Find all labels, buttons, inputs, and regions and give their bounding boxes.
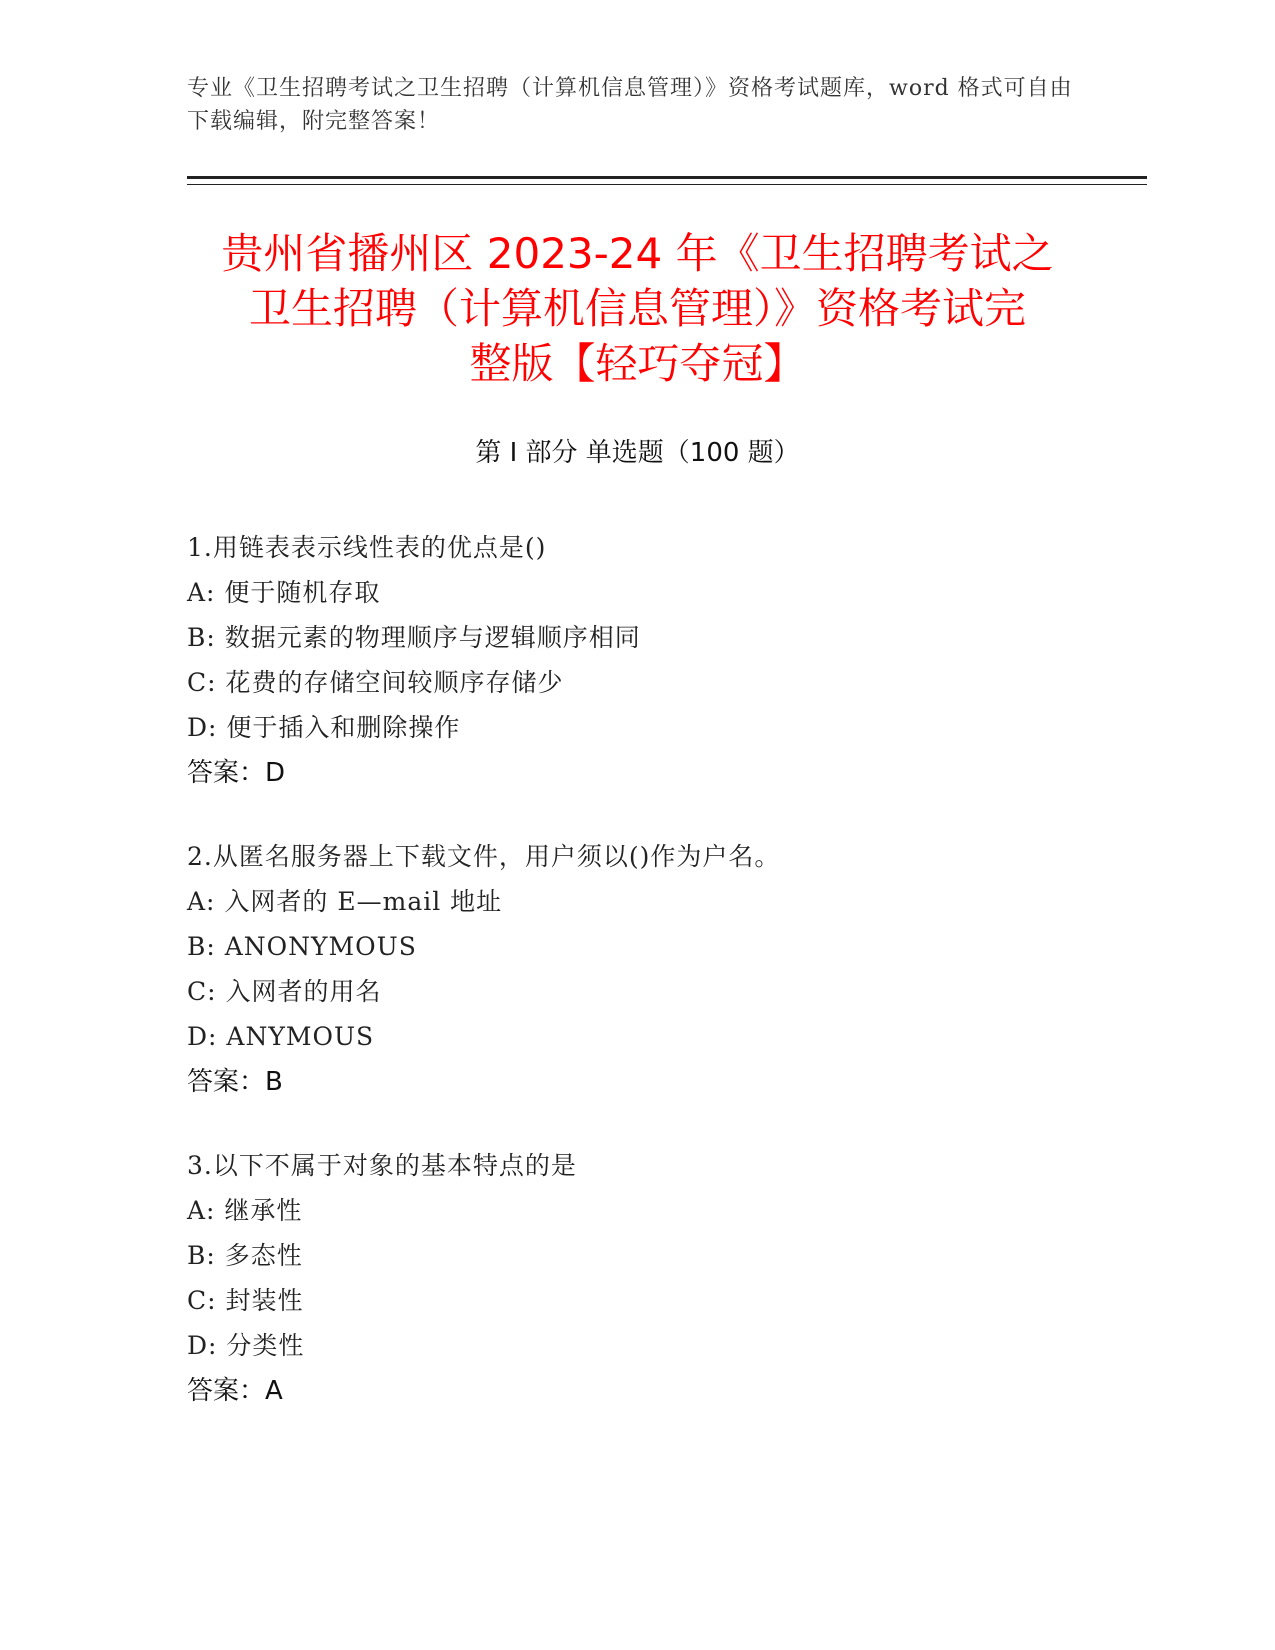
header-divider-thin [187, 184, 1147, 185]
option-c: C: 封装性 [187, 1286, 304, 1315]
question-1 [187, 525, 1087, 796]
option-a: A: 便于随机存取 [187, 578, 381, 607]
answer: 答案：D [187, 758, 286, 788]
option-d: D: 分类性 [187, 1331, 305, 1360]
option-b: B: 数据元素的物理顺序与逻辑顺序相同 [187, 623, 641, 652]
header-note: 专业《卫生招聘考试之卫生招聘（计算机信息管理）》资格考试题库，word 格式可自由下载编辑，附完整答案！ [187, 76, 1073, 134]
option-d: D: ANYMOUS [187, 1022, 375, 1051]
question-stem: 2.从匿名服务器上下载文件，用户须以()作为户名。 [187, 842, 781, 871]
option-d: D: 便于插入和删除操作 [187, 713, 461, 742]
header-divider-thick [187, 176, 1147, 179]
title-line: 整版【轻巧夺冠】 [469, 339, 806, 388]
option-c: C: 入网者的用名 [187, 977, 382, 1006]
option-b: B: 多态性 [187, 1241, 303, 1270]
question-stem: 1.用链表表示线性表的优点是() [187, 533, 547, 562]
document-title [170, 226, 1105, 391]
title-line: 卫生招聘（计算机信息管理）》资格考试完 [248, 284, 1026, 333]
question-stem: 3.以下不属于对象的基本特点的是 [187, 1151, 577, 1180]
question-3 [187, 1143, 1087, 1414]
section-title: 第 I 部分 单选题（100 题） [475, 438, 800, 468]
option-a: A: 继承性 [187, 1196, 303, 1225]
question-2 [187, 834, 1087, 1105]
answer: 答案：A [187, 1376, 283, 1406]
option-a: A: 入网者的 E—mail 地址 [187, 887, 503, 916]
option-c: C: 花费的存储空间较顺序存储少 [187, 668, 564, 697]
question-list [187, 525, 1087, 1452]
option-b: B: ANONYMOUS [187, 932, 417, 961]
title-line: 贵州省播州区 2023-24 年《卫生招聘考试之 [221, 229, 1054, 278]
answer: 答案：B [187, 1067, 283, 1097]
